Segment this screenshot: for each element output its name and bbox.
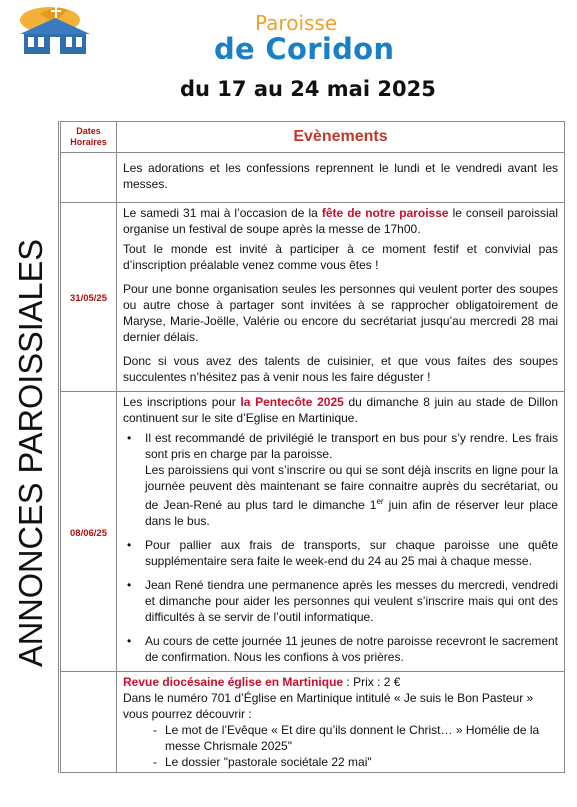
- date-cell: [60, 392, 117, 672]
- row2-p1c: le conseil paroissial organise un festival de soupe après la messe de 17h00.: [123, 206, 558, 236]
- side-title-text: ANNONCES PAROISSIALES: [12, 235, 48, 667]
- events-header-label: Evènements: [293, 128, 388, 145]
- week-range: du 17 au 24 mai 2025: [180, 77, 436, 101]
- date-cell: [60, 203, 117, 392]
- dates-header-l2: Horaires: [70, 137, 107, 147]
- row2-p1: [123, 205, 558, 237]
- bullet-item: [123, 633, 558, 665]
- row3-intro-c: du dimanche 8 juin au stade de Dillon continuent sur le site d’Eglise en Martinique.: [123, 395, 559, 425]
- bullet-item: [123, 537, 558, 569]
- announcements-table: [58, 121, 565, 773]
- row2-date: 31/05/25: [70, 293, 107, 304]
- table-row: [60, 203, 565, 392]
- row3-b2: Pour pallier aux frais de transports, sur chaque paroisse une quête supplémentaire sera faite le week-end du 24 au 25 mai à chaque messe.: [145, 538, 558, 568]
- row3-date: 08/06/25: [70, 527, 107, 539]
- row2-p1a: Le samedi 31 mai à l’occasion de la: [123, 206, 322, 220]
- row1-text: Les adorations et les confessions reprennent le lundi et le vendredi avant les messes.: [123, 161, 558, 191]
- dash-item: - Le mot de l’Evêque « Et dire qu’ils donnent le Christ… » Homélie de la messe Chrismale 2025": [123, 722, 558, 754]
- row3-intro: [123, 394, 558, 426]
- church-logo: [10, 4, 100, 56]
- row4-intro: Dans le numéro 701 d’Église en Martinique intitulé « Je suis le Bon Pasteur » vous pourrez découvrir :: [123, 691, 534, 721]
- table-row: [60, 153, 565, 203]
- row2-p4: Donc si vous avez des talents de cuisinier, et que vous faites des soupes succulentes n’hésitez pas à venir nous les faire déguster !: [123, 354, 558, 384]
- row4-dash1: Le mot de l’Evêque « Et dire qu’ils donnent le Christ… » Homélie de la messe Chrismale 2025": [165, 723, 540, 753]
- bullet-icon: •: [127, 634, 132, 648]
- date-cell-empty: [60, 153, 117, 203]
- row3-intro-b: la Pentecôte 2025: [240, 395, 344, 409]
- table-row: [60, 392, 565, 672]
- row2-p3: Pour une bonne organisation seules les personnes qui veulent porter des soupes ou autre chose à partager sont invitées à se rapprocher obligatoirement de Maryse, Marie-Joëlle, Valérie ou encore du secrétariat jusqu’au mercredi 28 mai dernier délais.: [123, 282, 558, 344]
- side-title: [4, 235, 48, 675]
- row2-p1b: fête de notre paroisse: [321, 206, 449, 220]
- bullet-icon: •: [127, 578, 132, 592]
- side-title-svg: [4, 235, 48, 675]
- row2-p2: Tout le monde est invité à participer à ce moment festif et convivial pas d’inscription préalable venez comme vous êtes !: [123, 242, 558, 272]
- events-header: [117, 122, 565, 153]
- event-cell: [117, 672, 565, 773]
- event-cell: [117, 203, 565, 392]
- row3-b3: Jean René tiendra une permanence après les messes du mercredi, vendredi et dimanche pour aider les personnes qui veulent s’inscrire mais qui ont des difficultés à se servir de l’outil informatique.: [145, 578, 558, 624]
- row3-b4: Au cours de cette journée 11 jeunes de notre paroisse recevront le sacrement de confirmation. Nous les confions à vos prières.: [145, 634, 558, 664]
- row4-heading: [123, 674, 558, 690]
- row4-price: : Prix : 2 €: [343, 675, 401, 689]
- row3-b1: Il est recommandé de privilégié le transport en bus pour s’y rendre. Les frais sont pris en charge par la paroisse.: [145, 431, 558, 461]
- bullet-item: [123, 577, 558, 625]
- row4-title: Revue diocésaine église en Martinique: [123, 675, 344, 689]
- row3-intro-a: Les inscriptions pour: [123, 395, 241, 409]
- dates-header-l1: Dates: [76, 126, 101, 136]
- event-cell: [117, 392, 565, 672]
- table-row: [60, 672, 565, 773]
- bullet-icon: •: [127, 431, 132, 445]
- row4-dash2: Le dossier "pastorale sociétale 22 mai": [165, 755, 372, 769]
- row3-b1-cont-b: juin afin de réserver leur place dans le bus.: [145, 498, 558, 528]
- brand-line2: de Coridon: [214, 32, 395, 66]
- dates-header: [60, 122, 117, 153]
- table-header-row: [60, 122, 565, 153]
- dash-item: - Le dossier "pastorale sociétale 22 mai": [123, 754, 558, 770]
- bullet-icon: •: [127, 538, 132, 552]
- row3-b1-cont-a: Les paroissiens qui vont s’inscrire ou qui se sont déjà inscrits en ligne pour la journée peuvent dès maintenant se faire connaitre auprès du secrétariat, ou de Jean-René au plus tard le dimanche 1: [145, 463, 558, 512]
- date-cell-empty: [60, 672, 117, 773]
- church-icon: [10, 4, 100, 56]
- brand-line1: Paroisse: [255, 11, 338, 35]
- bullet-item: [123, 430, 558, 529]
- row3-b1-sup: er: [376, 497, 384, 506]
- event-cell: [117, 153, 565, 203]
